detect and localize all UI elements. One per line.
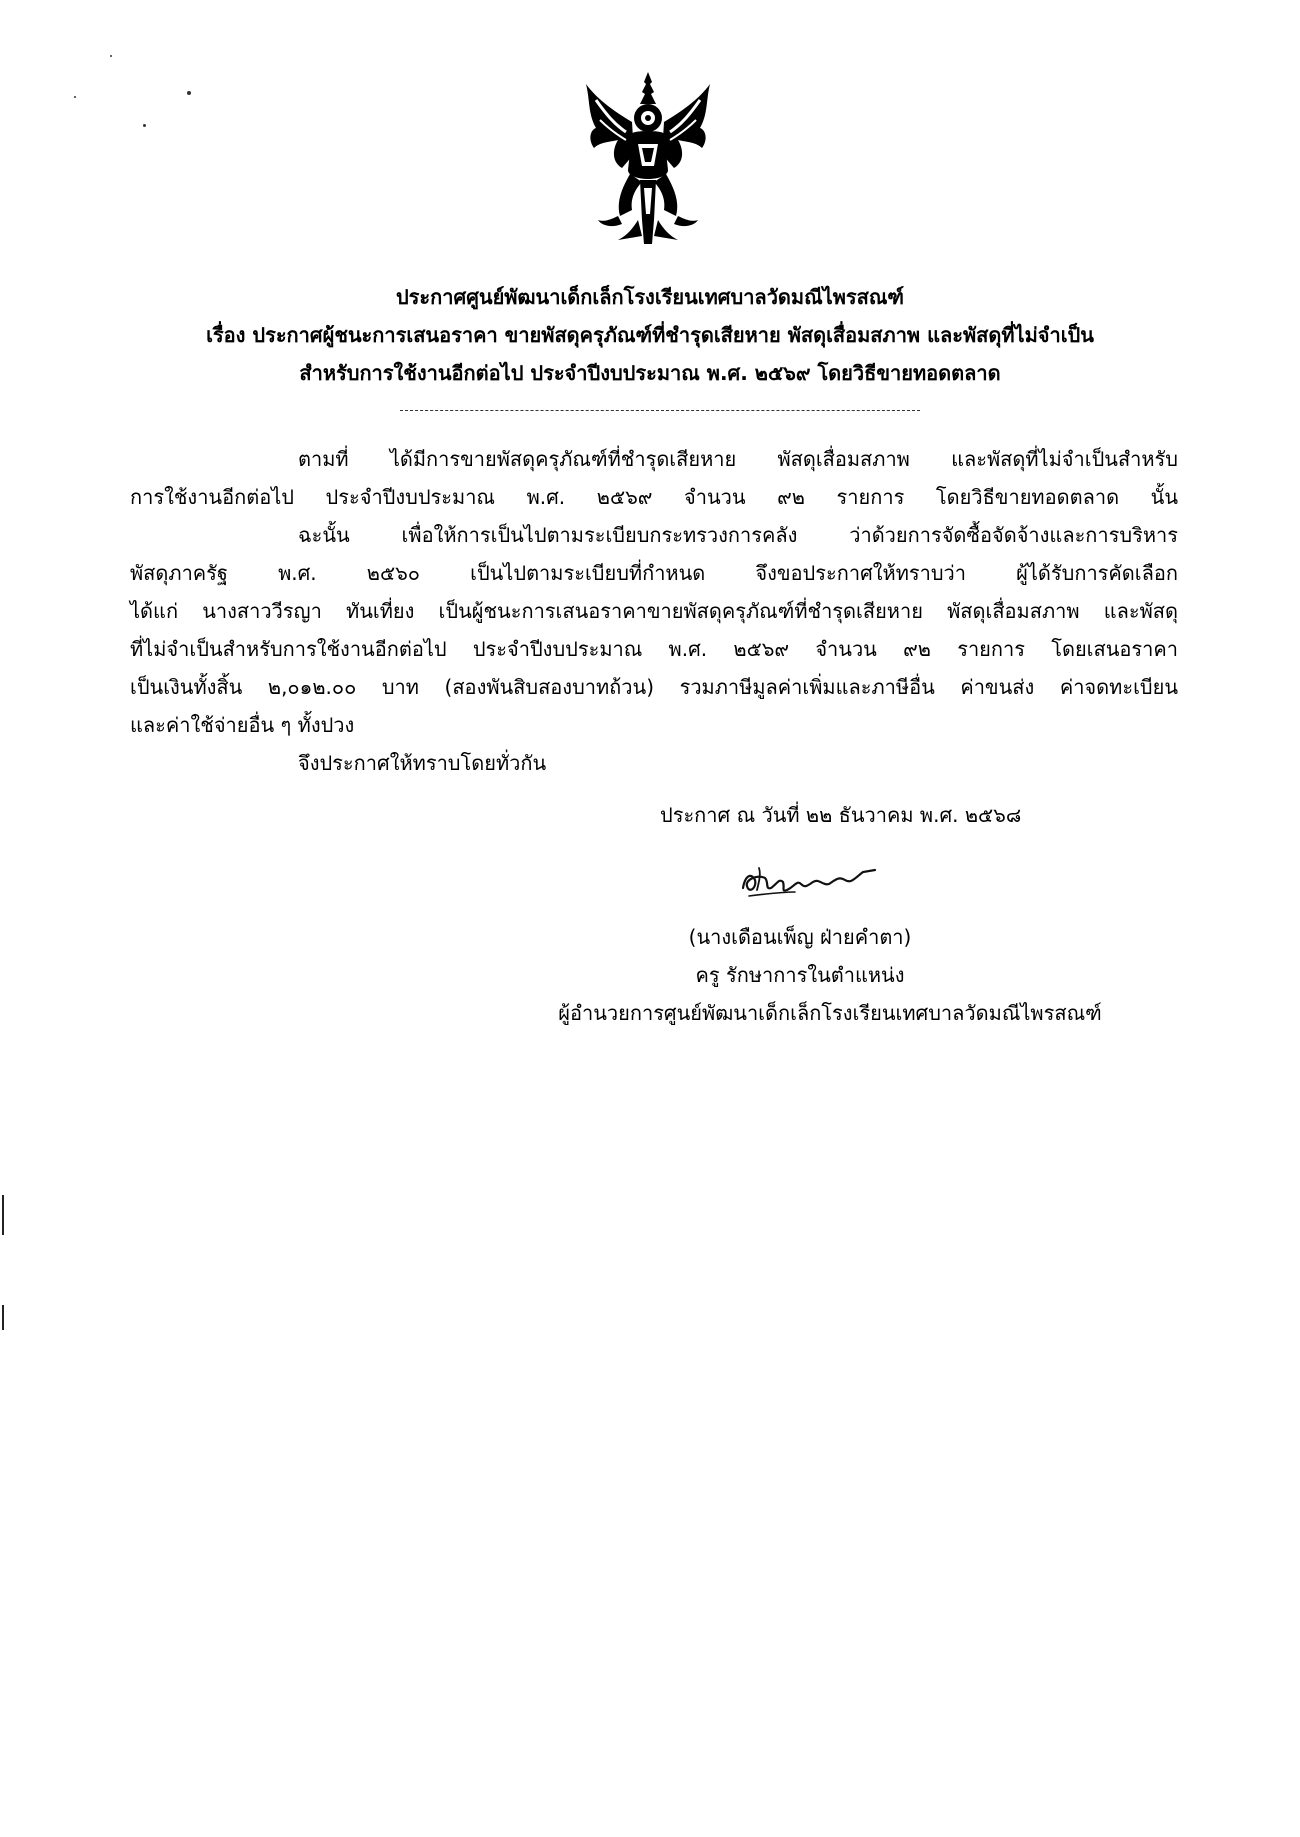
- body-line: การใช้งานอีกต่อไป ประจำปีงบประมาณ พ.ศ. ๒๕๖๙ จำนวน ๙๒ รายการ โดยวิธีขายทอดตลาด นั้น: [130, 485, 1178, 509]
- handwritten-signature: [735, 858, 885, 908]
- scan-speck: [110, 55, 112, 57]
- announcement-date: ประกาศ ณ วันที่ ๒๒ ธันวาคม พ.ศ. ๒๕๖๘: [660, 803, 1022, 827]
- document-subject-continued: สำหรับการใช้งานอีกต่อไป ประจำปีงบประมาณ พ.ศ. ๒๕๖๙ โดยวิธีขายทอดตลาด: [299, 361, 1001, 385]
- document-subject: เรื่อง ประกาศผู้ชนะการเสนอราคา ขายพัสดุครุภัณฑ์ที่ชำรุดเสียหาย พัสดุเสื่อมสภาพ และพัสดุที่ไม่จำเป็น: [206, 323, 1094, 347]
- header-separator: [400, 410, 920, 411]
- closing-line: จึงประกาศให้ทราบโดยทั่วกัน: [298, 751, 547, 775]
- body-line: และค่าใช้จ่ายอื่น ๆ ทั้งปวง: [130, 713, 355, 737]
- body-line: ตามที่ ได้มีการขายพัสดุครุภัณฑ์ที่ชำรุดเสียหาย พัสดุเสื่อมสภาพ และพัสดุที่ไม่จำเป็นสำหรับ: [298, 447, 1178, 471]
- body-line: ที่ไม่จำเป็นสำหรับการใช้งานอีกต่อไป ประจำปีงบประมาณ พ.ศ. ๒๕๖๙ จำนวน ๙๒ รายการ โดยเสนอราคา: [130, 637, 1178, 661]
- body-line: ได้แก่ นางสาววีรญา ทันเที่ยง เป็นผู้ชนะการเสนอราคาขายพัสดุครุภัณฑ์ที่ชำรุดเสียหาย พัสดุเสื่อมสภาพ และพัสดุ: [130, 599, 1178, 623]
- signer-position: ครู รักษาการในตำแหน่ง: [695, 963, 905, 987]
- garuda-emblem-icon: [582, 70, 714, 246]
- scan-speck: [143, 124, 146, 127]
- body-line: เป็นเงินทั้งสิ้น ๒,๐๑๒.๐๐ บาท (สองพันสิบสองบาทถ้วน) รวมภาษีมูลค่าเพิ่มและภาษีอื่น ค่าขนส่ง ค่าจดทะเบียน: [130, 675, 1178, 699]
- scan-edge-mark: [2, 1305, 4, 1330]
- scan-speck: [74, 96, 76, 98]
- signer-role: ผู้อำนวยการศูนย์พัฒนาเด็กเล็กโรงเรียนเทศบาลวัดมณีไพรสณฑ์: [558, 1001, 1102, 1025]
- body-line: ฉะนั้น เพื่อให้การเป็นไปตามระเบียบกระทรวงการคลัง ว่าด้วยการจัดซื้อจัดจ้างและการบริหาร: [298, 523, 1178, 547]
- scan-edge-mark: [2, 1195, 4, 1235]
- body-line: พัสดุภาครัฐ พ.ศ. ๒๕๖๐ เป็นไปตามระเบียบที่กำหนด จึงขอประกาศให้ทราบว่า ผู้ได้รับการคัดเลือก: [130, 561, 1178, 585]
- scan-speck: [187, 91, 191, 95]
- document-title: ประกาศศูนย์พัฒนาเด็กเล็กโรงเรียนเทศบาลวัดมณีไพรสณฑ์: [395, 285, 904, 309]
- signer-name: (นางเดือนเพ็ญ ฝ่ายคำตา): [688, 925, 912, 949]
